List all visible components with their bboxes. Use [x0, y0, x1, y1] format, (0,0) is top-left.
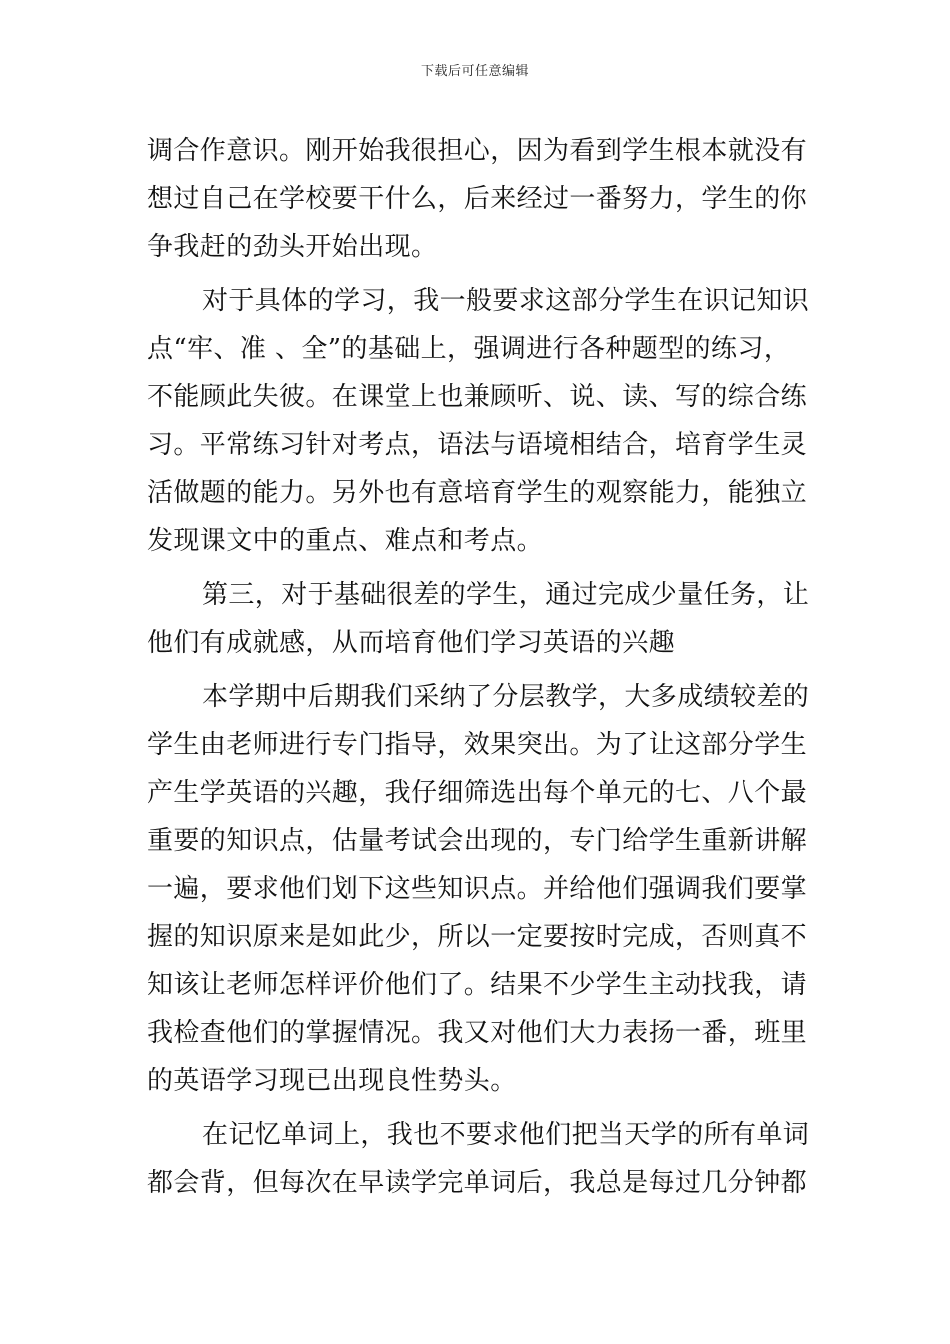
text-line: 我检查他们的掌握情况。我又对他们大力表扬一番，班里 [147, 1018, 808, 1048]
paragraph [147, 1111, 810, 1207]
text-line: 一遍，要求他们划下这些知识点。并给他们强调我们要掌 [147, 874, 808, 904]
text-line: 争我赶的劲头开始出现。 [147, 232, 438, 262]
paragraph [147, 277, 810, 565]
paragraph [147, 127, 807, 271]
text-line: 产生学英语的兴趣，我仔细筛选出每个单元的七、八个最 [147, 778, 808, 808]
text-line: 点“牢、准 、全”的基础上，强调进行各种题型的练习， [147, 334, 791, 364]
text-line: 对于具体的学习，我一般要求这部分学生在识记知识 [202, 286, 810, 316]
document-body [147, 127, 810, 1207]
text-line: 活做题的能力。另外也有意培育学生的观察能力，能独立 [147, 478, 808, 508]
text-line: 调合作意识。刚开始我很担心，因为看到学生根本就没有 [147, 136, 808, 166]
paragraph [147, 571, 810, 667]
text-line: 都会背，但每次在早读学完单词后，我总是每过几分钟都 [147, 1168, 808, 1198]
text-line: 第三，对于基础很差的学生，通过完成少量任务，让 [202, 580, 810, 610]
paragraph [147, 673, 810, 1105]
text-line: 知该让老师怎样评价他们了。结果不少学生主动找我，请 [147, 970, 808, 1000]
text-line: 的英语学习现已出现良性势头。 [147, 1066, 517, 1096]
text-line: 学生由老师进行专门指导，效果突出。为了让这部分学生 [147, 730, 808, 760]
text-line: 本学期中后期我们采纳了分层教学，大多成绩较差的 [202, 682, 810, 712]
page-header: 下载后可任意编辑 [420, 64, 529, 79]
text-line: 想过自己在学校要干什么，后来经过一番努力，学生的你 [147, 184, 808, 214]
text-line: 重要的知识点，估量考试会出现的，专门给学生重新讲解 [147, 826, 808, 856]
text-line: 他们有成就感，从而培育他们学习英语的兴趣 [147, 628, 676, 658]
text-line: 不能顾此失彼。在课堂上也兼顾听、说、读、写的综合练 [147, 382, 808, 412]
text-line: 习。平常练习针对考点，语法与语境相结合，培育学生灵 [147, 430, 808, 460]
text-line: 在记忆单词上，我也不要求他们把当天学的所有单词 [202, 1120, 810, 1150]
text-line: 发现课文中的重点、难点和考点。 [147, 526, 544, 556]
text-line: 握的知识原来是如此少，所以一定要按时完成，否则真不 [147, 922, 808, 952]
